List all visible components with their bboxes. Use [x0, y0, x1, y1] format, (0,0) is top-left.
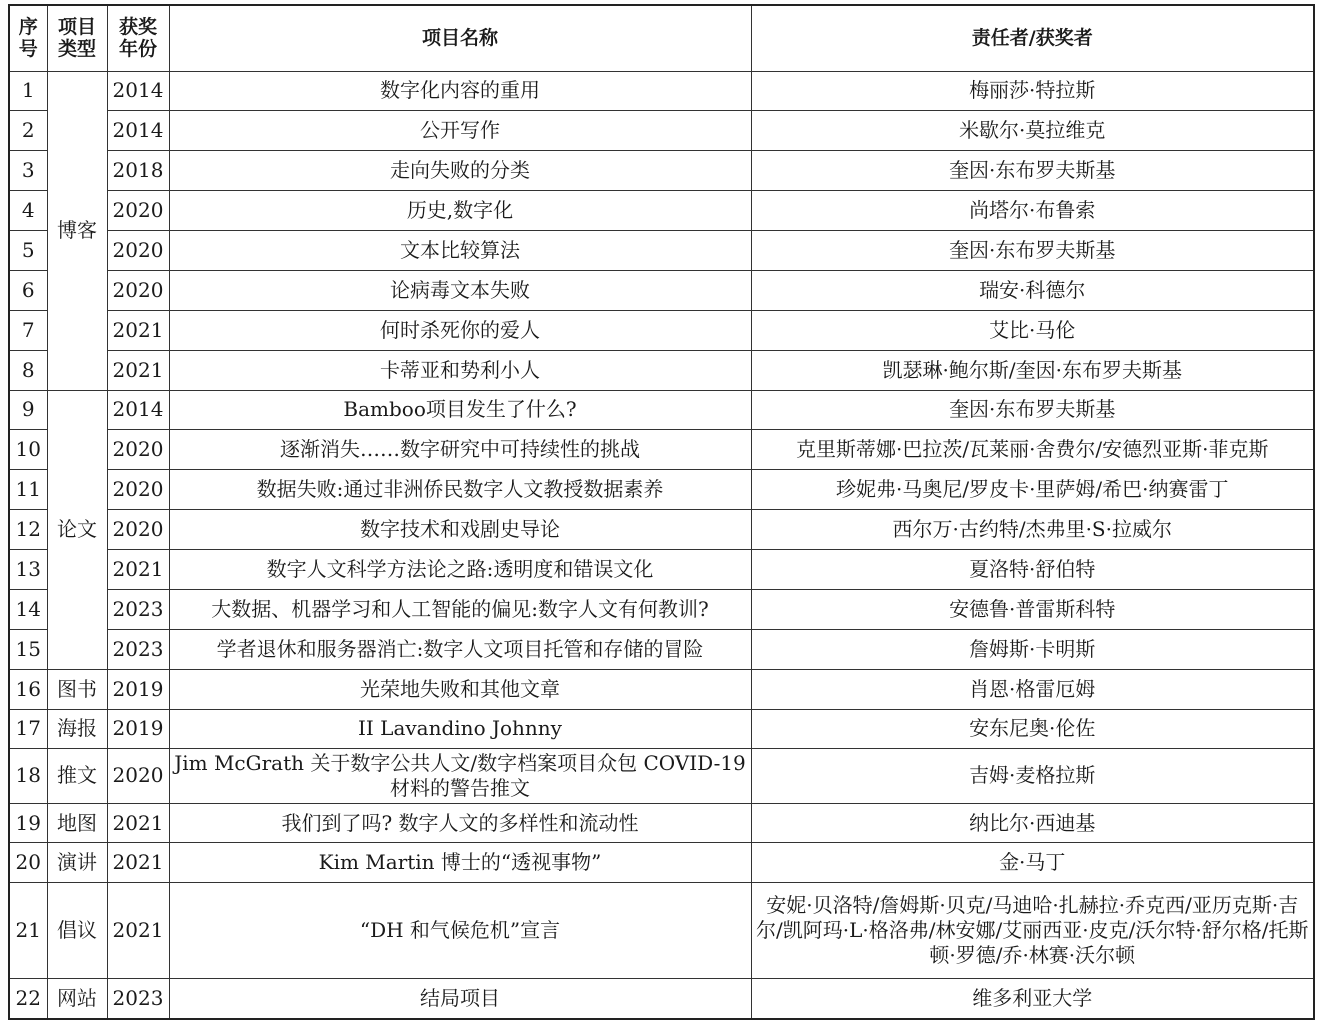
row-year: 2021 [107, 310, 169, 350]
row-year: 2023 [107, 589, 169, 629]
row-no: 15 [9, 629, 47, 669]
row-owner: 艾比·马伦 [751, 310, 1314, 350]
row-no: 2 [9, 111, 47, 151]
row-owner: 金·马丁 [751, 843, 1314, 883]
row-no: 16 [9, 669, 47, 709]
row-name: 结局项目 [169, 979, 751, 1019]
row-owner: 夏洛特·舒伯特 [751, 550, 1314, 590]
table-row [9, 350, 1314, 390]
table-row [9, 71, 1314, 111]
row-name: 公开写作 [169, 111, 751, 151]
row-year: 2018 [107, 151, 169, 191]
row-year: 2023 [107, 979, 169, 1019]
row-no: 5 [9, 231, 47, 271]
table-row [9, 111, 1314, 151]
row-type: 倡议 [47, 883, 107, 979]
row-year: 2014 [107, 71, 169, 111]
row-no: 21 [9, 883, 47, 979]
header-row [9, 5, 1314, 71]
row-year: 2014 [107, 111, 169, 151]
row-year: 2019 [107, 669, 169, 709]
row-year: 2020 [107, 510, 169, 550]
table-row [9, 803, 1314, 843]
row-year: 2021 [107, 550, 169, 590]
row-owner: 西尔万·古约特/杰弗里·S·拉威尔 [751, 510, 1314, 550]
row-owner: 纳比尔·西迪基 [751, 803, 1314, 843]
table-row [9, 151, 1314, 191]
row-no: 12 [9, 510, 47, 550]
row-name: 逐渐消失……数字研究中可持续性的挑战 [169, 430, 751, 470]
row-year: 2020 [107, 270, 169, 310]
row-no: 4 [9, 191, 47, 231]
row-name: “DH 和气候危机”宣言 [169, 883, 751, 979]
row-name: 论病毒文本失败 [169, 270, 751, 310]
table-row [9, 270, 1314, 310]
row-no: 22 [9, 979, 47, 1019]
row-year: 2021 [107, 350, 169, 390]
row-type: 图书 [47, 669, 107, 709]
table-row [9, 231, 1314, 271]
row-no: 20 [9, 843, 47, 883]
row-owner: 克里斯蒂娜·巴拉茨/瓦莱丽·舍费尔/安德烈亚斯·菲克斯 [751, 430, 1314, 470]
row-owner: 肖恩·格雷厄姆 [751, 669, 1314, 709]
table-row [9, 669, 1314, 709]
row-year: 2020 [107, 430, 169, 470]
row-name: Jim McGrath 关于数字公共人文/数字档案项目众包 COVID-19 材料的警告推文 [169, 749, 751, 803]
row-owner: 凯瑟琳·鲍尔斯/奎因·东布罗夫斯基 [751, 350, 1314, 390]
row-owner: 奎因·东布罗夫斯基 [751, 231, 1314, 271]
header-owner: 责任者/获奖者 [751, 5, 1314, 71]
row-year: 2021 [107, 803, 169, 843]
row-owner: 梅丽莎·特拉斯 [751, 71, 1314, 111]
row-name: 光荣地失败和其他文章 [169, 669, 751, 709]
row-year: 2019 [107, 709, 169, 749]
row-year: 2020 [107, 231, 169, 271]
row-no: 8 [9, 350, 47, 390]
row-year: 2014 [107, 390, 169, 430]
row-owner: 尚塔尔·布鲁索 [751, 191, 1314, 231]
row-owner: 詹姆斯·卡明斯 [751, 629, 1314, 669]
row-name: 卡蒂亚和势利小人 [169, 350, 751, 390]
row-type: 推文 [47, 749, 107, 803]
row-no: 10 [9, 430, 47, 470]
row-owner: 安妮·贝洛特/詹姆斯·贝克/马迪哈·扎赫拉·乔克西/亚历克斯·吉尔/凯阿玛·L·格洛弗/林安娜/艾丽西亚·皮克/沃尔特·舒尔格/托斯顿·罗德/乔·林赛·沃尔顿 [751, 883, 1314, 979]
row-no: 1 [9, 71, 47, 111]
row-owner: 奎因·东布罗夫斯基 [751, 151, 1314, 191]
row-owner: 维多利亚大学 [751, 979, 1314, 1019]
table-row [9, 430, 1314, 470]
awards-table [8, 4, 1315, 1020]
row-name: 学者退休和服务器消亡:数字人文项目托管和存储的冒险 [169, 629, 751, 669]
table-row [9, 310, 1314, 350]
row-name: 数字技术和戏剧史导论 [169, 510, 751, 550]
row-no: 18 [9, 749, 47, 803]
row-owner: 米歇尔·莫拉维克 [751, 111, 1314, 151]
row-type: 演讲 [47, 843, 107, 883]
row-year: 2021 [107, 843, 169, 883]
table-row [9, 470, 1314, 510]
row-name: 何时杀死你的爱人 [169, 310, 751, 350]
row-no: 14 [9, 589, 47, 629]
row-owner: 吉姆·麦格拉斯 [751, 749, 1314, 803]
row-no: 17 [9, 709, 47, 749]
header-name: 项目名称 [169, 5, 751, 71]
row-year: 2021 [107, 883, 169, 979]
row-name: 我们到了吗? 数字人文的多样性和流动性 [169, 803, 751, 843]
table-row [9, 749, 1314, 803]
row-year: 2023 [107, 629, 169, 669]
row-no: 7 [9, 310, 47, 350]
table-row [9, 589, 1314, 629]
table-row [9, 510, 1314, 550]
table-row [9, 550, 1314, 590]
row-owner: 奎因·东布罗夫斯基 [751, 390, 1314, 430]
row-no: 3 [9, 151, 47, 191]
row-no: 19 [9, 803, 47, 843]
row-type: 海报 [47, 709, 107, 749]
row-name: 数据失败:通过非洲侨民数字人文教授数据素养 [169, 470, 751, 510]
row-year: 2020 [107, 749, 169, 803]
header-year: 获奖年份 [107, 5, 169, 71]
row-name: Bamboo项目发生了什么? [169, 390, 751, 430]
table-row [9, 979, 1314, 1019]
row-no: 6 [9, 270, 47, 310]
row-owner: 安德鲁·普雷斯科特 [751, 589, 1314, 629]
table-row [9, 709, 1314, 749]
row-type: 论文 [47, 390, 107, 669]
table-row [9, 843, 1314, 883]
row-owner: 安东尼奥·伦佐 [751, 709, 1314, 749]
row-name: II Lavandino Johnny [169, 709, 751, 749]
row-no: 11 [9, 470, 47, 510]
row-name: 走向失败的分类 [169, 151, 751, 191]
row-owner: 瑞安·科德尔 [751, 270, 1314, 310]
table-row [9, 191, 1314, 231]
row-year: 2020 [107, 191, 169, 231]
row-name: 数字人文科学方法论之路:透明度和错误文化 [169, 550, 751, 590]
row-no: 13 [9, 550, 47, 590]
row-owner: 珍妮弗·马奥尼/罗皮卡·里萨姆/希巴·纳赛雷丁 [751, 470, 1314, 510]
table-row [9, 390, 1314, 430]
row-no: 9 [9, 390, 47, 430]
row-name: 数字化内容的重用 [169, 71, 751, 111]
table-row [9, 629, 1314, 669]
row-type: 网站 [47, 979, 107, 1019]
header-type: 项目类型 [47, 5, 107, 71]
row-name: Kim Martin 博士的“透视事物” [169, 843, 751, 883]
row-name: 大数据、机器学习和人工智能的偏见:数字人文有何教训? [169, 589, 751, 629]
header-no: 序号 [9, 5, 47, 71]
row-type: 博客 [47, 71, 107, 390]
table-row [9, 883, 1314, 979]
row-name: 文本比较算法 [169, 231, 751, 271]
row-type: 地图 [47, 803, 107, 843]
table-body [9, 71, 1314, 1019]
row-name: 历史,数字化 [169, 191, 751, 231]
row-year: 2020 [107, 470, 169, 510]
